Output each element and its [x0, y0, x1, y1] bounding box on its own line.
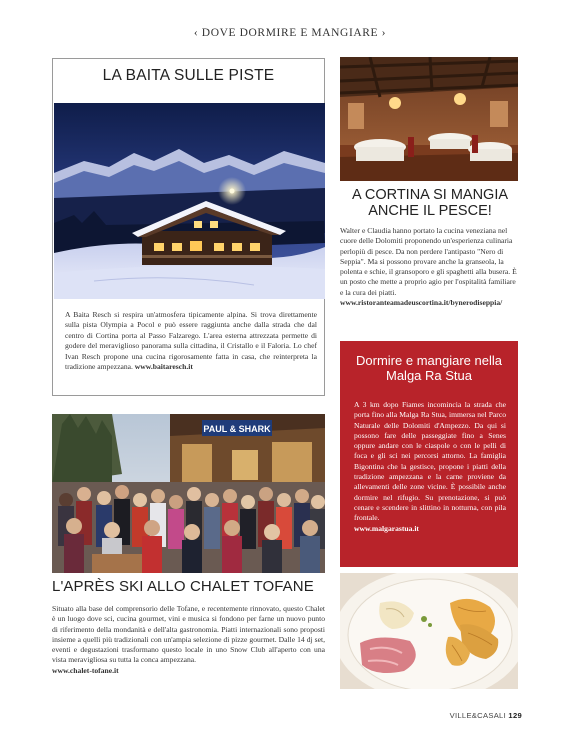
page-number: 129: [508, 711, 522, 720]
apres-body: Situato alla base del comprensorio delle Tofane, e recentemente rinnovato, questo Chalet è un luogo dove sci, cucina gourmet, vini e musica si fondono per farne un nuovo punto di riferimento della mondanità e dell'alta gastronomia. Piatti internazionali sono proposti insieme a quelli più tradizionali con un'ampia selezione di pizze gourmet. Dalle 14 dj set, eventi e degustazioni trasformano questo locale in uno Snow Club all'aperto con una vista meravigliosa su tutta la conca ampezzana.: [52, 604, 325, 665]
baita-box: [52, 58, 325, 396]
malga-link[interactable]: www.malgarastua.it: [354, 523, 419, 533]
malga-text: [354, 400, 506, 534]
food-photo: [340, 573, 518, 689]
apres-link[interactable]: www.chalet-tofane.it: [52, 665, 119, 675]
chalet-sign: PAUL & SHARK: [203, 424, 271, 434]
section-header: ‹ DOVE DORMIRE E MANGIARE ›: [193, 27, 387, 39]
baita-link[interactable]: www.baitaresch.it: [134, 362, 193, 372]
baita-title: LA BAITA SULLE PISTE: [102, 67, 275, 84]
cortina-text: [340, 226, 520, 308]
page-footer: [450, 711, 522, 720]
cortina-link[interactable]: www.ristoranteamadeuscortina.it/bynerodiseppia/: [340, 298, 503, 308]
cortina-title: A CORTINA SI MANGIA ANCHE IL PESCE!: [351, 187, 509, 219]
malga-title: Dormire e mangiare nella Malga Ra Stua: [356, 353, 502, 383]
apres-text: [52, 604, 325, 676]
restaurant-photo: [340, 57, 518, 181]
malga-box: [340, 341, 518, 567]
baita-body: A Baita Resch si respira un'atmosfera tipicamente alpina. Si trova direttamente sulla pista Olympia a Pocol e può essere raggiunta anche dalla strada che dal centro di Cortina porta al Passo Falzarego. L'area esterna attrezzata permette di godere del meraviglioso panorama sulla cittadina, il Cristallo e il Faloria. Lo chef Ivan Resch propone una cucina rigorosamente fatta in casa, che reinterpreta la tradizione ampezzana.: [65, 310, 317, 372]
baita-text: [65, 310, 317, 372]
chalet-crowd-photo: [52, 414, 325, 573]
apres-title: L'APRÈS SKI ALLO CHALET TOFANE: [52, 578, 314, 595]
magazine-name: VILLE&CASALI: [449, 711, 506, 720]
malga-body: A 3 km dopo Fiames incomincia la strada che porta fino alla Malga Ra Stua, immersa nel Parco Naturale delle Dolomiti d'Ampezzo. Da qui si possono fare delle passeggiate fino a Senes oppure andare con le ciaspole o con le pelli di foca e gli sci nei percorsi attorno. La famiglia Bigontina che la gestisce, propone i piatti della tradizione ampezzana e la carne proviene da allevamenti delle zone vicine. È possibile anche dormire nel rifugio. Su prenotazione, si può cenare e scendere in slittino in notturna, con pila frontale.: [354, 400, 506, 523]
cortina-body: Walter e Claudia hanno portato la cucina veneziana nel cuore delle Dolomiti proponendo un'esperienza culinaria perlopiù di pesce. Da non perdere l'antipasto "Nero di Seppia". Ma si possono provare anche la granseola, la polenta e schie, il gransoporo e gli spaghetti alla busera. È un posto che mette a proprio agio per l'ospitalità familiare e la cura dei piatti.: [340, 226, 517, 297]
baita-photo: [54, 103, 325, 299]
